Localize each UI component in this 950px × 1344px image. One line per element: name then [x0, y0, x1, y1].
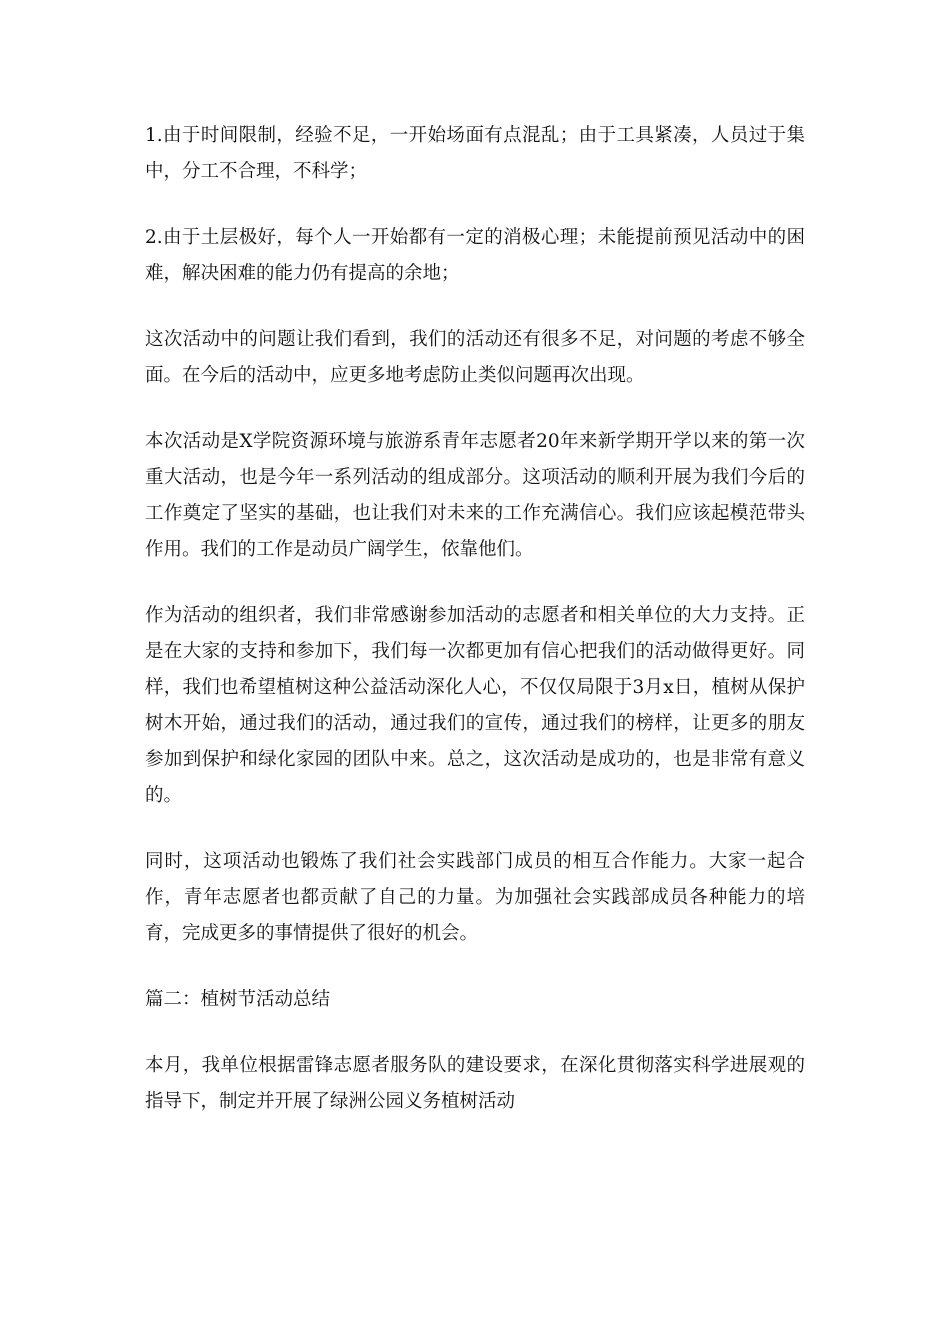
paragraph-teamwork: 同时，这项活动也锻炼了我们社会实践部门成员的相互合作能力。大家一起合作，青年志愿者也都贡献了自己的力量。为加强社会实践部成员各种能力的培育，完成更多的事情提供了很好的机会。: [145, 851, 805, 944]
paragraph-reflection: 这次活动中的问题让我们看到，我们的活动还有很多不足，对问题的考虑不够全面。在今后的活动中，应更多地考虑防止类似问题再次出现。: [145, 329, 805, 386]
document-body: [145, 118, 805, 1150]
paragraph-problem-1: 1.由于时间限制，经验不足，一开始场面有点混乱；由于工具紧凑，人员过于集中，分工不合理，不科学；: [145, 125, 805, 182]
paragraph-problem-2: 2.由于土层极好，每个人一开始都有一定的消极心理；未能提前预见活动中的困难，解决困难的能力仍有提高的余地；: [145, 227, 805, 284]
paragraph-thanks: 作为活动的组织者，我们非常感谢参加活动的志愿者和相关单位的大力支持。正是在大家的支持和参加下，我们每一次都更加有信心把我们的活动做得更好。同样，我们也希望植树这种公益活动深化人心，不仅仅局限于3月x日，植树从保护树木开始，通过我们的活动，通过我们的宣传，通过我们的榜样，让更多的朋友参加到保护和绿化家园的团队中来。总之，这次活动是成功的，也是非常有意义的。: [145, 605, 805, 806]
section-heading: 篇二：植树节活动总结: [145, 989, 331, 1010]
paragraph-activity-overview: 本次活动是X学院资源环境与旅游系青年志愿者20年来新学期开学以来的第一次重大活动，也是今年一系列活动的组成部分。这项活动的顺利开展为我们今后的工作奠定了坚实的基础，也让我们对未来的工作充满信心。我们应该起模范带头作用。我们的工作是动员广阔学生，依靠他们。: [145, 431, 805, 560]
paragraph-section-two-intro: 本月，我单位根据雷锋志愿者服务队的建设要求，在深化贯彻落实科学进展观的指导下，制定并开展了绿洲公园义务植树活动: [145, 1055, 805, 1112]
